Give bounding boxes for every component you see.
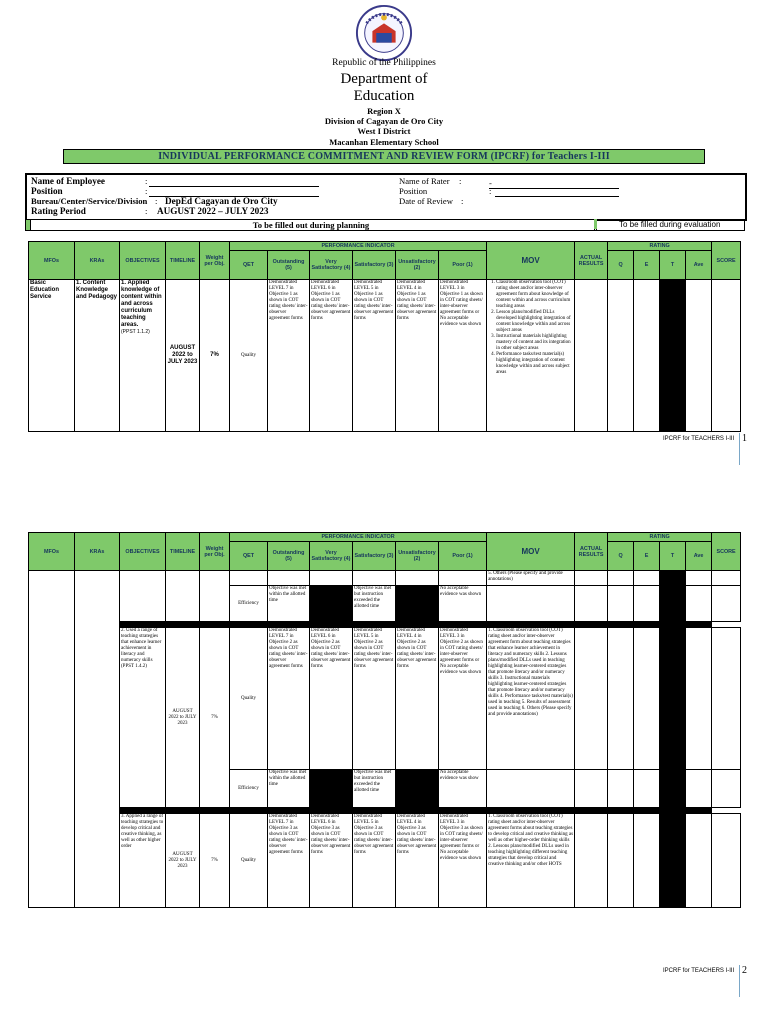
outstanding-cell: Demonstrated LEVEL 7 in Objective 1 as shown in COT rating sheets/ inter-observer agreement forms <box>268 280 310 432</box>
qet-cell-cont <box>230 571 268 586</box>
mov-item: 4. Performance tasks/test material(s) highlighting integration of content knowledge within and across subject areas <box>496 352 573 376</box>
objective-2-ref: (PPST 1.4.2) <box>121 664 147 669</box>
outstanding-cell-cont <box>268 571 310 586</box>
rater-dash: - <box>489 178 492 188</box>
rating-ave-cell[interactable] <box>686 280 712 432</box>
poor-cell-cont <box>439 571 487 586</box>
score-cell[interactable] <box>712 586 741 622</box>
col-rating: RATING <box>608 242 712 251</box>
page-number-1: 1 <box>742 433 747 444</box>
timeline-cell: AUGUST 2022 to JULY 2023 <box>166 280 200 432</box>
colon: : <box>145 176 148 186</box>
col-poor: Poor (1) <box>439 251 487 280</box>
footer-divider <box>739 433 740 465</box>
rater-position-field[interactable] <box>495 196 619 197</box>
mov-item: 1. Classroom observation tool (COT) rating sheet and/or inter-observer agreement form about knowledge of content within and across curriculum teaching areas <box>496 280 573 310</box>
mov-cell <box>487 280 575 432</box>
school-line: Macanhan Elementary School <box>329 137 439 147</box>
rating-e-cell[interactable] <box>634 571 660 586</box>
col-objectives: OBJECTIVES <box>120 242 166 280</box>
ipcrf-table-page-2 <box>28 532 741 908</box>
col-satisfactory: Satisfactory (3) <box>353 251 396 280</box>
actual-results-cell[interactable] <box>575 586 608 622</box>
evaluation-bar-label: To be filled during evaluation <box>619 220 721 229</box>
col-rating: RATING <box>608 533 712 542</box>
rating-t-column-shaded <box>660 571 686 908</box>
col-unsatisfactory: Unsatisfactory (2) <box>396 251 439 280</box>
very-satisfactory-cell: Demonstrated LEVEL 6 in Objective 1 as shown in COT rating sheets/ inter-observer agreement forms <box>310 280 353 432</box>
timeline-cell-cont <box>166 571 200 622</box>
col-outstanding: Outstanding (5) <box>268 542 310 571</box>
objective-cell-cont <box>120 571 166 622</box>
col-mov: MOV <box>487 242 575 280</box>
planning-bar: To be filled out during planning <box>25 219 597 231</box>
very-satisfactory-cell-cont <box>310 571 353 586</box>
weight-cell-cont <box>200 571 230 622</box>
col-q: Q <box>608 542 634 571</box>
mov-cell <box>487 770 575 808</box>
col-very-satisfactory: Very Satisfactory (4) <box>310 251 353 280</box>
objective-2-efficiency-unsat-shaded <box>396 770 439 808</box>
mov-item: 3. Instructional materials highlighting mastery of content and its integration in other subject areas <box>496 334 573 352</box>
rating-e-cell[interactable] <box>634 280 660 432</box>
mfo-cell: Basic Education Service <box>29 280 75 432</box>
objective-2-unsatisfactory: Demonstrated LEVEL 4 in Objective 2 as shown in COT rating sheets/ inter-observer agreement forms <box>396 628 439 770</box>
unsatisfactory-cell: Demonstrated LEVEL 4 in Objective 1 as shown in COT rating sheets/ inter-observer agreement forms <box>396 280 439 432</box>
objective-cell <box>120 280 166 432</box>
actual-results-cell[interactable] <box>575 571 608 586</box>
bureau-label: Bureau/Center/Service/Division <box>31 196 148 206</box>
rating-ave-cell[interactable] <box>686 814 712 908</box>
col-timeline: TIMELINE <box>166 242 200 280</box>
mov-item: 2. Lesson plans/modified DLLs developed highlighting integration of content knowledge within and across subject areas <box>496 310 573 334</box>
department-line-2: Education <box>353 88 415 104</box>
col-q: Q <box>608 251 634 280</box>
objective-3-very-satisfactory: Demonstrated LEVEL 6 in Objective 3 as shown in COT rating sheets/ inter-observer agreement forms <box>310 814 353 908</box>
page-number-2: 2 <box>742 965 747 976</box>
name-of-employee-field[interactable] <box>149 186 319 187</box>
planning-bar-marker <box>25 219 31 231</box>
efficiency-poor-cell: No acceptable evidence was shown <box>439 586 487 622</box>
score-cell[interactable] <box>712 814 741 908</box>
objective-2-efficiency-poor: No acceptable evidence was show <box>439 770 487 808</box>
objective-3-mov: 1. Classroom observation tool (COT) rating sheet and/or inter-observer agreement forms about teaching strategies to develop critical and creative thinking as well as other higher-order thinking skills 2. Lessons plans/modified DLLs used in teaching highlighting different teaching strategies that develop critical and creative thinking and/or other HOTS <box>487 814 575 908</box>
rating-q-cell[interactable] <box>608 280 634 432</box>
colon: : <box>145 206 148 216</box>
unsatisfactory-cell-cont <box>396 571 439 586</box>
ipcrf-table-page-1 <box>28 241 741 432</box>
district-line: West I District <box>357 126 411 136</box>
name-of-employee-label: Name of Employee <box>31 176 105 186</box>
objective-2-efficiency-outstanding: Objective was met within the allotted time <box>268 770 310 808</box>
objective-2-cell <box>120 628 166 808</box>
col-mov: MOV <box>487 533 575 571</box>
objective-2-outstanding: Demonstrated LEVEL 7 in Objective 2 as shown in COT rating sheets/ inter-observer agreement forms <box>268 628 310 770</box>
col-objectives: OBJECTIVES <box>120 533 166 571</box>
objective-2-efficiency-satisfactory: Objective was met but instruction exceeded the allotted time <box>353 770 396 808</box>
col-outstanding: Outstanding (5) <box>268 251 310 280</box>
col-satisfactory: Satisfactory (3) <box>353 542 396 571</box>
satisfactory-cell: Demonstrated LEVEL 5 in Objective 1 as shown in COT rating sheets/ inter-observer agreement forms <box>353 280 396 432</box>
objective-text: 1. Applied knowledge of content within and across curriculum teaching areas. <box>121 280 162 328</box>
col-score: SCORE <box>712 533 741 571</box>
kra-cell-cont <box>75 571 120 908</box>
efficiency-outstanding-cell: Objective was met within the allotted time <box>268 586 310 622</box>
rating-q-cell[interactable] <box>608 586 634 622</box>
col-performance-indicator: PERFORMANCE INDICATOR <box>230 533 487 542</box>
satisfactory-cell-cont <box>353 571 396 586</box>
objective-2-efficiency-qet: Efficiency <box>230 770 268 808</box>
position-label: Position <box>31 186 63 196</box>
col-unsatisfactory: Unsatisfactory (2) <box>396 542 439 571</box>
actual-results-cell[interactable] <box>575 814 608 908</box>
efficiency-qet-cell: Efficiency <box>230 586 268 622</box>
objective-2-poor: Demonstrated LEVEL 3 in Objective 2 as shown in COT rating sheets/ inter-observer agreement forms or No acceptable evidence was shown <box>439 628 487 770</box>
employee-info-box <box>25 173 747 221</box>
rating-period-value: AUGUST 2022 – JULY 2023 <box>157 206 269 216</box>
efficiency-unsatisfactory-shaded <box>396 586 439 622</box>
rating-q-cell[interactable] <box>608 814 634 908</box>
rating-t-cell-shaded <box>660 280 686 432</box>
weight-cell: 7% <box>200 280 230 432</box>
colon: : <box>155 196 158 206</box>
col-actual-results: ACTUAL RESULTS <box>575 533 608 571</box>
objective-2-text: 2. Used a range of teaching strategies that enhance learner achievement in literacy and numeracy skills <box>121 628 162 663</box>
score-cell[interactable] <box>712 770 741 808</box>
col-kras: KRAs <box>75 533 120 571</box>
actual-results-cell[interactable] <box>575 770 608 808</box>
objective-2-very-satisfactory: Demonstrated LEVEL 6 in Objective 2 as shown in COT rating sheets/ inter-observer agreement forms <box>310 628 353 770</box>
form-title: INDIVIDUAL PERFORMANCE COMMITMENT AND REVIEW FORM (IPCRF) for Teachers I-III <box>63 149 705 164</box>
col-poor: Poor (1) <box>439 542 487 571</box>
colon: : <box>459 176 462 186</box>
rating-e-cell[interactable] <box>634 814 660 908</box>
division-line: Division of Cagayan de Oro City <box>324 116 444 126</box>
score-cell[interactable] <box>712 280 741 432</box>
col-timeline: TIMELINE <box>166 533 200 571</box>
poor-cell: Demonstrated LEVEL 3 in Objective 1 as shown in COT rating sheets/ inter-observer agreement forms or No acceptable evidence was shown <box>439 280 487 432</box>
objective-3-outstanding: Demonstrated LEVEL 7 in Objective 3 as shown in COT rating sheets/ inter-observer agreement forms <box>268 814 310 908</box>
region-line: Region X <box>367 106 401 116</box>
efficiency-very-satisfactory-shaded <box>310 586 353 622</box>
efficiency-satisfactory-cell: Objective was met but instruction exceeded the allotted time <box>353 586 396 622</box>
col-very-satisfactory: Very Satisfactory (4) <box>310 542 353 571</box>
bureau-value: DepEd Cagayan de Oro City <box>165 196 278 206</box>
actual-results-cell[interactable] <box>575 628 608 770</box>
objective-3-weight: 7% <box>200 814 230 908</box>
objective-3-timeline: AUGUST 2022 to JULY 2023 <box>166 814 200 908</box>
col-ave: Ave <box>686 251 712 280</box>
rating-period-label: Rating Period <box>31 206 86 216</box>
col-weight: Weight per Obj. <box>200 242 230 280</box>
name-of-rater-field[interactable] <box>489 188 619 189</box>
kra-cell: 1. Content Knowledge and Pedagogy <box>75 280 120 432</box>
objective-2-weight: 7% <box>200 628 230 808</box>
deped-seal-logo <box>355 4 413 62</box>
col-ave: Ave <box>686 542 712 571</box>
qet-cell: Quality <box>230 280 268 432</box>
rating-ave-cell[interactable] <box>686 628 712 770</box>
colon: : <box>145 186 148 196</box>
rating-q-cell[interactable] <box>608 571 634 586</box>
footer-label-page-2: IPCRF for TEACHERS I-III <box>663 968 735 974</box>
objective-2-qet: Quality <box>230 628 268 770</box>
footer-label-page-1: IPCRF for TEACHERS I-III <box>663 436 735 442</box>
col-qet: QET <box>230 542 268 571</box>
rating-e-cell[interactable] <box>634 770 660 808</box>
objective-3-poor: Demonstrated LEVEL 3 in Objective 3 as shown in COT rating sheets/ inter-observer agreement forms or No acceptable evidence was shown <box>439 814 487 908</box>
score-cell[interactable] <box>712 628 741 770</box>
mov-cell-cont: 5. Others (Please specify and provide annotations) <box>487 571 575 586</box>
rating-e-cell[interactable] <box>634 586 660 622</box>
colon: : <box>489 186 492 196</box>
col-weight: Weight per Obj. <box>200 533 230 571</box>
name-of-rater-label: Name of Rater <box>399 176 450 186</box>
footer-divider <box>739 965 740 997</box>
col-t: T <box>660 542 686 571</box>
mfo-cell-cont <box>29 571 75 908</box>
objective-3-cell: 3. Applied a range of teaching strategies to develop critical and creative thinking, as well as other higher order <box>120 814 166 908</box>
rating-ave-cell[interactable] <box>686 770 712 808</box>
rating-ave-cell[interactable] <box>686 571 712 586</box>
objective-2-efficiency-vs-shaded <box>310 770 353 808</box>
col-score: SCORE <box>712 242 741 280</box>
objective-2-satisfactory: Demonstrated LEVEL 5 in Objective 2 as shown in COT rating sheets/ inter-observer agreement forms <box>353 628 396 770</box>
col-e: E <box>634 251 660 280</box>
actual-results-cell[interactable] <box>575 280 608 432</box>
mov-cell <box>487 586 575 622</box>
department-line-1: Department of <box>340 71 428 87</box>
colon: : <box>461 196 464 206</box>
col-mfos: MFOs <box>29 533 75 571</box>
evaluation-bar <box>594 219 745 231</box>
objective-2-timeline: AUGUST 2022 to JULY 2023 <box>166 628 200 808</box>
date-of-review-label: Date of Review <box>399 196 453 206</box>
col-actual-results: ACTUAL RESULTS <box>575 242 608 280</box>
col-kras: KRAs <box>75 242 120 280</box>
objective-ref: (PPST 1.1.2) <box>121 329 150 335</box>
republic-line: Republic of the Philippines <box>332 58 436 68</box>
col-mfos: MFOs <box>29 242 75 280</box>
objective-3-qet: Quality <box>230 814 268 908</box>
col-e: E <box>634 542 660 571</box>
objective-3-satisfactory: Demonstrated LEVEL 5 in Objective 3 as shown in COT rating sheets/ inter-observer agreement forms <box>353 814 396 908</box>
score-cell[interactable] <box>712 571 741 586</box>
objective-3-unsatisfactory: Demonstrated LEVEL 4 in Objective 3 as shown in COT rating sheets/ inter-observer agreement forms <box>396 814 439 908</box>
rating-q-cell[interactable] <box>608 628 634 770</box>
rating-ave-cell[interactable] <box>686 586 712 622</box>
objective-2-mov: 1. Classroom observation tool (COT) rating sheet and/or inter-observer agreement form about teaching strategies that enhance learner achievement in literacy and numeracy skills 2. Lessons plans/modified DLLs used in teaching highlighting learner-centered strategies that promote literacy and/or numeracy skills 3. Instructional materials highlighting learner-centered strategies that promote literacy and/or numeracy skills 4. Performance tasks/test material(s) used in teaching 5. Results of assessment used in teaching 6. Others (Please specify and provide annotations) <box>487 628 575 770</box>
evaluation-bar-marker <box>594 219 597 229</box>
col-t: T <box>660 251 686 280</box>
col-performance-indicator: PERFORMANCE INDICATOR <box>230 242 487 251</box>
col-qet: QET <box>230 251 268 280</box>
rater-position-label: Position <box>399 186 428 196</box>
rating-q-cell[interactable] <box>608 770 634 808</box>
rating-e-cell[interactable] <box>634 628 660 770</box>
